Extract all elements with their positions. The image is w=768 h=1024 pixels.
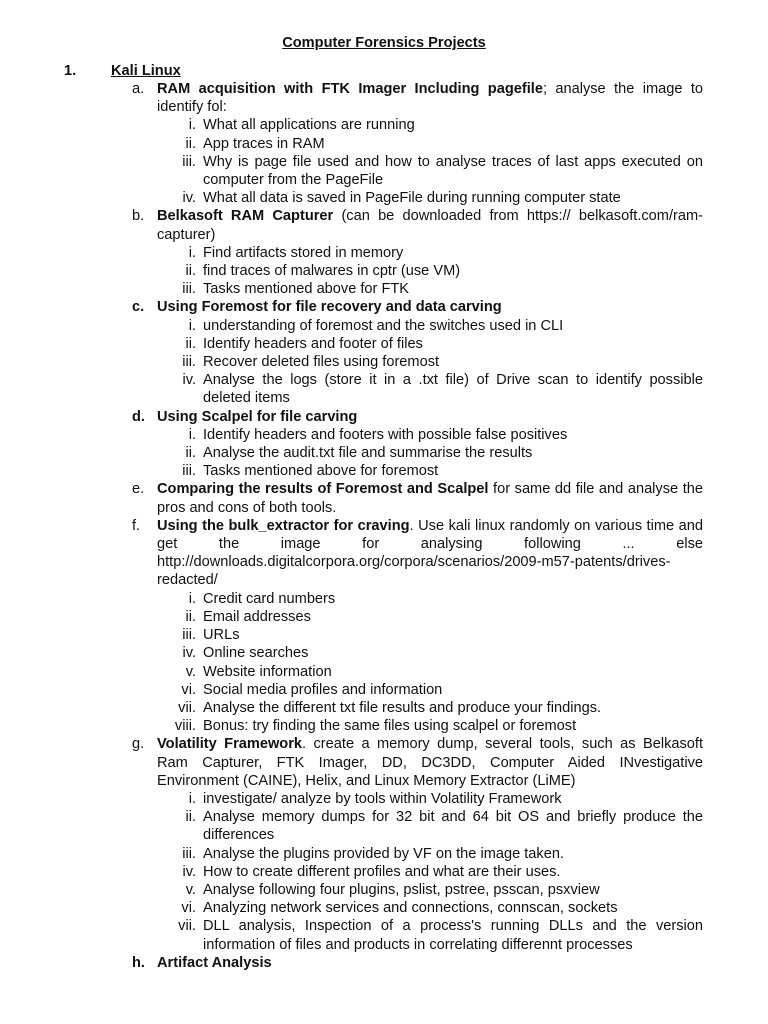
sub-item-marker: iii. xyxy=(182,354,196,371)
sub-item xyxy=(0,626,768,644)
sub-item-marker: ii. xyxy=(185,445,196,462)
item-text: ; analyse the image to identify fol: xyxy=(157,81,704,116)
sub-item-text: App traces in RAM xyxy=(203,135,325,152)
sub-item-text: Analyse the audit.txt file and summarise the results xyxy=(203,445,533,462)
sub-item xyxy=(0,335,768,353)
sub-item xyxy=(0,116,768,134)
sub-item-marker: i. xyxy=(188,590,196,607)
item-list xyxy=(0,80,768,972)
sub-item-marker: v. xyxy=(185,663,196,680)
sub-item xyxy=(0,371,768,407)
item-lead: RAM acquisition with FTK Imager Including pagefile xyxy=(157,81,543,97)
sub-item-marker: ii. xyxy=(185,608,196,625)
item-text: (can be downloaded from https:// belkasoft.com/ram-capturer) xyxy=(157,208,703,243)
sub-item xyxy=(0,153,768,189)
sub-item-text: Online searches xyxy=(203,645,309,662)
item-heading xyxy=(0,954,768,972)
sub-item-marker: vii. xyxy=(178,918,196,935)
item-lead: Using Scalpel for file carving xyxy=(157,408,358,425)
sub-item-text: What all data is saved in PageFile during running computer state xyxy=(203,190,621,207)
sub-item-text: Website information xyxy=(203,663,332,680)
sub-item xyxy=(0,845,768,863)
sub-item xyxy=(0,462,768,480)
sub-item xyxy=(0,135,768,153)
list-item xyxy=(0,298,768,407)
sub-item xyxy=(0,444,768,462)
item-heading xyxy=(0,480,768,516)
sub-item-marker: vii. xyxy=(178,699,196,716)
item-marker: f. xyxy=(132,517,141,534)
sub-item-text: How to create different profiles and what are their uses. xyxy=(203,863,561,880)
item-heading xyxy=(0,517,768,590)
sub-item-marker: iv. xyxy=(182,190,196,207)
sub-item-marker: i. xyxy=(188,244,196,261)
sub-item-marker: iii. xyxy=(182,463,196,480)
sub-item-marker: ii. xyxy=(185,135,196,152)
item-heading xyxy=(0,735,768,790)
sub-item-text: Analyse following four plugins, pslist, pstree, psscan, psxview xyxy=(203,881,600,898)
sub-item-text: Analyse the logs (store it in a .txt file) of Drive scan to identify possible deleted items xyxy=(203,372,703,407)
sub-item xyxy=(0,644,768,662)
sub-item xyxy=(0,426,768,444)
sub-item-text: Credit card numbers xyxy=(203,590,336,607)
sub-item-text: Social media profiles and information xyxy=(203,681,443,698)
item-marker: g. xyxy=(132,736,145,753)
sub-item xyxy=(0,808,768,844)
sub-item-text: DLL analysis, Inspection of a process's running DLLs and the version information of files and products in correlating differennt processes xyxy=(203,918,703,953)
sub-item-marker: ii. xyxy=(185,263,196,280)
sub-item-marker: iii. xyxy=(182,153,196,170)
sub-item-marker: viii. xyxy=(174,718,196,735)
item-marker: e. xyxy=(132,481,145,498)
sub-item xyxy=(0,899,768,917)
sub-item-text: Analyzing network services and connections, connscan, sockets xyxy=(203,900,618,917)
sub-item-text: Identify headers and footers with possible false positives xyxy=(203,426,568,443)
sub-item-marker: iv. xyxy=(182,863,196,880)
sub-item-marker: vi. xyxy=(181,900,196,917)
sub-item-text: Bonus: try finding the same files using scalpel or foremost xyxy=(203,718,577,735)
section-title: Kali Linux xyxy=(111,63,181,79)
sub-item-marker: iii. xyxy=(182,845,196,862)
item-heading xyxy=(0,80,768,116)
sub-item-marker: i. xyxy=(188,790,196,807)
sub-item-text: Tasks mentioned above for foremost xyxy=(203,463,439,480)
item-text: . create a memory dump, several tools, such as Belkasoft Ram Capturer, FTK Imager, DD, DC3DD, Computer Aided INvestigative Environment (CAINE), Helix, and Linux Memory Extractor (LiME) xyxy=(157,736,704,789)
sub-item-text: Analyse the different txt file results and produce your findings. xyxy=(203,699,602,716)
item-lead: Artifact Analysis xyxy=(157,954,272,971)
sub-item-marker: iii. xyxy=(182,627,196,644)
sub-item-marker: iv. xyxy=(182,372,196,389)
list-item xyxy=(0,207,768,298)
item-heading xyxy=(0,207,768,243)
item-lead: Volatility Framework xyxy=(157,736,303,753)
sub-item xyxy=(0,863,768,881)
sub-item xyxy=(0,189,768,207)
item-marker: h. xyxy=(132,954,145,971)
sub-item-marker: ii. xyxy=(185,809,196,826)
sub-item xyxy=(0,663,768,681)
sub-item xyxy=(0,317,768,335)
sub-item xyxy=(0,790,768,808)
list-item xyxy=(0,735,768,953)
item-lead: Comparing the results of Foremost and Scalpel xyxy=(157,481,489,498)
sub-item-marker: ii. xyxy=(185,335,196,352)
sub-item-text: find traces of malwares in cptr (use VM) xyxy=(203,263,461,280)
sub-item-text: URLs xyxy=(203,627,240,644)
sub-item xyxy=(0,353,768,371)
sub-item-text: investigate/ analyze by tools within Volatility Framework xyxy=(203,790,562,807)
sub-item xyxy=(0,917,768,953)
sub-item xyxy=(0,590,768,608)
sub-item-text: Recover deleted files using foremost xyxy=(203,354,440,371)
sub-item-text: Why is page file used and how to analyse traces of last apps executed on computer from the PageFile xyxy=(203,153,703,189)
sub-item xyxy=(0,881,768,899)
list-item xyxy=(0,408,768,481)
section-number: 1. xyxy=(64,63,77,79)
item-lead: Using Foremost for file recovery and data carving xyxy=(157,299,502,316)
sub-item xyxy=(0,262,768,280)
sub-item-text: Analyse the plugins provided by VF on the image taken. xyxy=(203,845,565,862)
sub-item-marker: i. xyxy=(188,317,196,334)
sub-item-marker: i. xyxy=(188,117,196,134)
item-marker: b. xyxy=(132,208,145,225)
item-marker: a. xyxy=(132,81,145,97)
sub-item xyxy=(0,699,768,717)
page-title: Computer Forensics Projects xyxy=(282,35,486,51)
sub-item-text: Find artifacts stored in memory xyxy=(203,244,404,261)
sub-item xyxy=(0,717,768,735)
item-heading xyxy=(0,298,768,316)
sub-item-text: What all applications are running xyxy=(203,117,415,134)
sub-item-marker: i. xyxy=(188,426,196,443)
sub-item-marker: v. xyxy=(185,881,196,898)
item-text: for same dd file and analyse the pros and cons of both tools. xyxy=(157,481,703,516)
item-text: . Use kali linux randomly on various time and get the image for analysing following ... else http://downloads.digitalcorpora.org/corpora/scenarios/2009-m57-patents/drives-redacted/ xyxy=(157,517,703,589)
sub-item xyxy=(0,280,768,298)
sub-item xyxy=(0,681,768,699)
sub-item xyxy=(0,608,768,626)
sub-item-text: Email addresses xyxy=(203,608,311,625)
item-lead: Belkasoft RAM Capturer xyxy=(157,208,334,225)
list-item xyxy=(0,954,768,972)
sub-item-marker: iii. xyxy=(182,281,196,298)
item-lead: Using the bulk_extractor for craving xyxy=(157,517,410,534)
item-marker: d. xyxy=(132,408,145,425)
item-heading xyxy=(0,408,768,426)
sub-item-text: Analyse memory dumps for 32 bit and 64 bit OS and briefly produce the differences xyxy=(203,809,703,844)
list-item xyxy=(0,517,768,735)
item-marker: c. xyxy=(132,299,145,316)
list-item xyxy=(0,480,768,516)
sub-item-marker: vi. xyxy=(181,681,196,698)
list-item xyxy=(0,80,768,207)
sub-item-text: Tasks mentioned above for FTK xyxy=(203,281,410,298)
sub-item-marker: iv. xyxy=(182,645,196,662)
sub-item-text: Identify headers and footer of files xyxy=(203,335,423,352)
sub-item-text: understanding of foremost and the switches used in CLI xyxy=(203,317,564,334)
sub-item xyxy=(0,244,768,262)
